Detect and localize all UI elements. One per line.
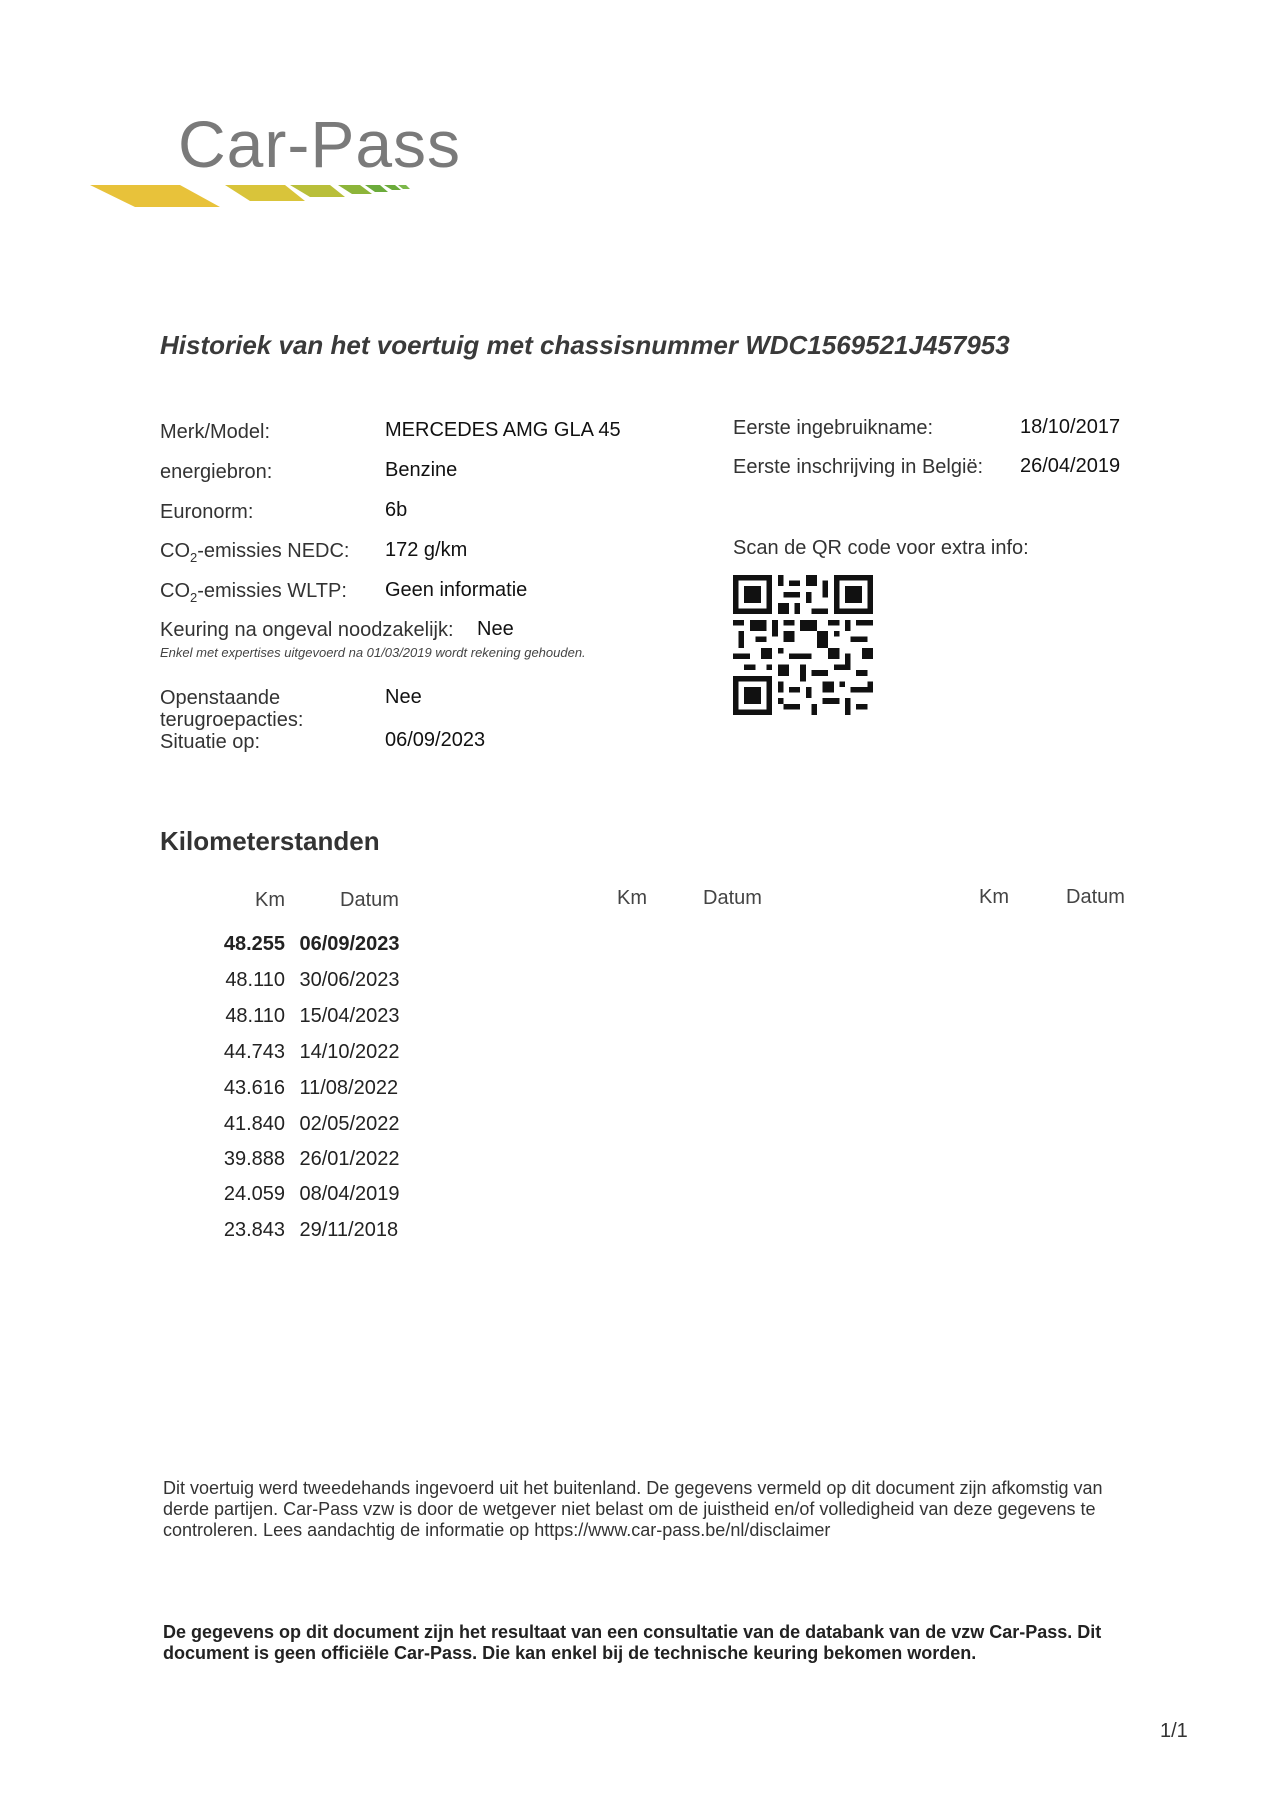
table-row [165,1077,398,1100]
datum-cell: 06/09/2023 [299,933,400,955]
km-cell: 41.840 [223,1113,285,1135]
co2-nedc-value: 172 g/km [385,539,468,561]
col-datum-header-1: Datum [340,889,399,911]
co2-wltp-value: Geen informatie [385,579,528,601]
datum-cell: 30/06/2023 [299,969,400,991]
qr-label: Scan de QR code voor extra info: [733,537,1029,559]
recall-label-line1: Openstaande [160,687,281,709]
col-datum-header-3: Datum [1066,886,1125,908]
situatie-value: 06/09/2023 [385,729,486,751]
table-row [165,1113,400,1136]
euronorm-value: 6b [385,499,408,521]
situatie-label: Situatie op: [160,731,261,753]
table-row [165,1041,400,1064]
logo-text: Car-Pass [178,107,462,181]
datum-cell: 02/05/2022 [299,1113,400,1135]
km-cell: 48.110 [225,1005,285,1027]
table-row [165,1219,398,1242]
energie-value: Benzine [385,459,458,481]
table-row [165,969,400,992]
energie-label: energiebron: [160,461,273,483]
eerste-inschrijving-value: 26/04/2019 [1020,455,1121,477]
recall-label-line2: terugroepacties: [160,709,304,731]
col-km-header-3: Km [979,886,1009,908]
datum-cell: 14/10/2022 [299,1041,400,1063]
table-row [165,1148,400,1171]
page-title: Historiek van het voertuig met chassisnummer WDC1569521J457953 [160,330,1010,360]
keuring-label: Keuring na ongeval noodzakelijk: [160,619,454,641]
km-cell: 44.743 [223,1041,285,1063]
logo-stripes-icon [90,173,450,213]
co2-nedc-label: $CO_2$-emissies NEDC: [160,540,350,565]
km-cell: 23.843 [223,1219,285,1241]
col-km-header-2: Km [617,887,647,909]
co2-wltp-label: $CO_2$-emissies WLTP: [160,580,347,605]
eerste-inschrijving-label: Eerste inschrijving in België: [733,456,984,478]
km-section-heading: Kilometerstanden [160,826,380,856]
datum-cell: 29/11/2018 [299,1219,399,1241]
col-datum-header-2: Datum [703,887,762,909]
eerste-ingebruik-value: 18/10/2017 [1020,416,1121,438]
km-cell: 39.888 [223,1148,285,1170]
keuring-note: Enkel met expertises uitgevoerd na 01/03/2019 wordt rekening gehouden. [160,645,586,660]
datum-cell: 26/01/2022 [299,1148,400,1170]
car-pass-logo [90,105,462,215]
euronorm-label: Euronorm: [160,501,254,523]
keuring-value: Nee [477,618,514,640]
recall-value: Nee [385,686,422,708]
km-cell: 43.616 [223,1077,285,1099]
eerste-ingebruik-label: Eerste ingebruikname: [733,417,934,439]
merk-value: MERCEDES AMG GLA 45 [385,419,621,441]
datum-cell: 15/04/2023 [299,1005,400,1027]
table-row [165,1183,400,1206]
datum-cell: 08/04/2019 [299,1183,400,1205]
official-notice-text: De gegevens op dit document zijn het resultaat van een consultatie van de databank van de vzw Car-Pass. Dit document is geen officiële Car-Pass. Die kan enkel bij de technische keuring bekomen worden. [163,1622,1102,1663]
km-cell: 24.059 [223,1183,285,1205]
table-row [165,933,400,956]
disclaimer-text: Dit voertuig werd tweedehands ingevoerd uit het buitenland. De gegevens vermeld op dit document zijn afkomstig van derde partijen. Car-Pass vzw is door de wetgever niet belast om de juistheid en/of volledigheid van deze gegevens te controleren. Lees aandachtig de informatie op https://www.car-pass.be/nl/disclaimer [163,1478,1103,1540]
merk-label: Merk/Model: [160,421,271,443]
table-row [165,1005,400,1028]
qr-code-icon[interactable] [733,575,873,715]
datum-cell: 11/08/2022 [299,1077,399,1099]
km-cell: 48.110 [225,969,285,991]
col-km-header-1: Km [255,889,285,911]
page-number: 1/1 [1160,1720,1188,1742]
km-cell: 48.255 [223,933,285,955]
